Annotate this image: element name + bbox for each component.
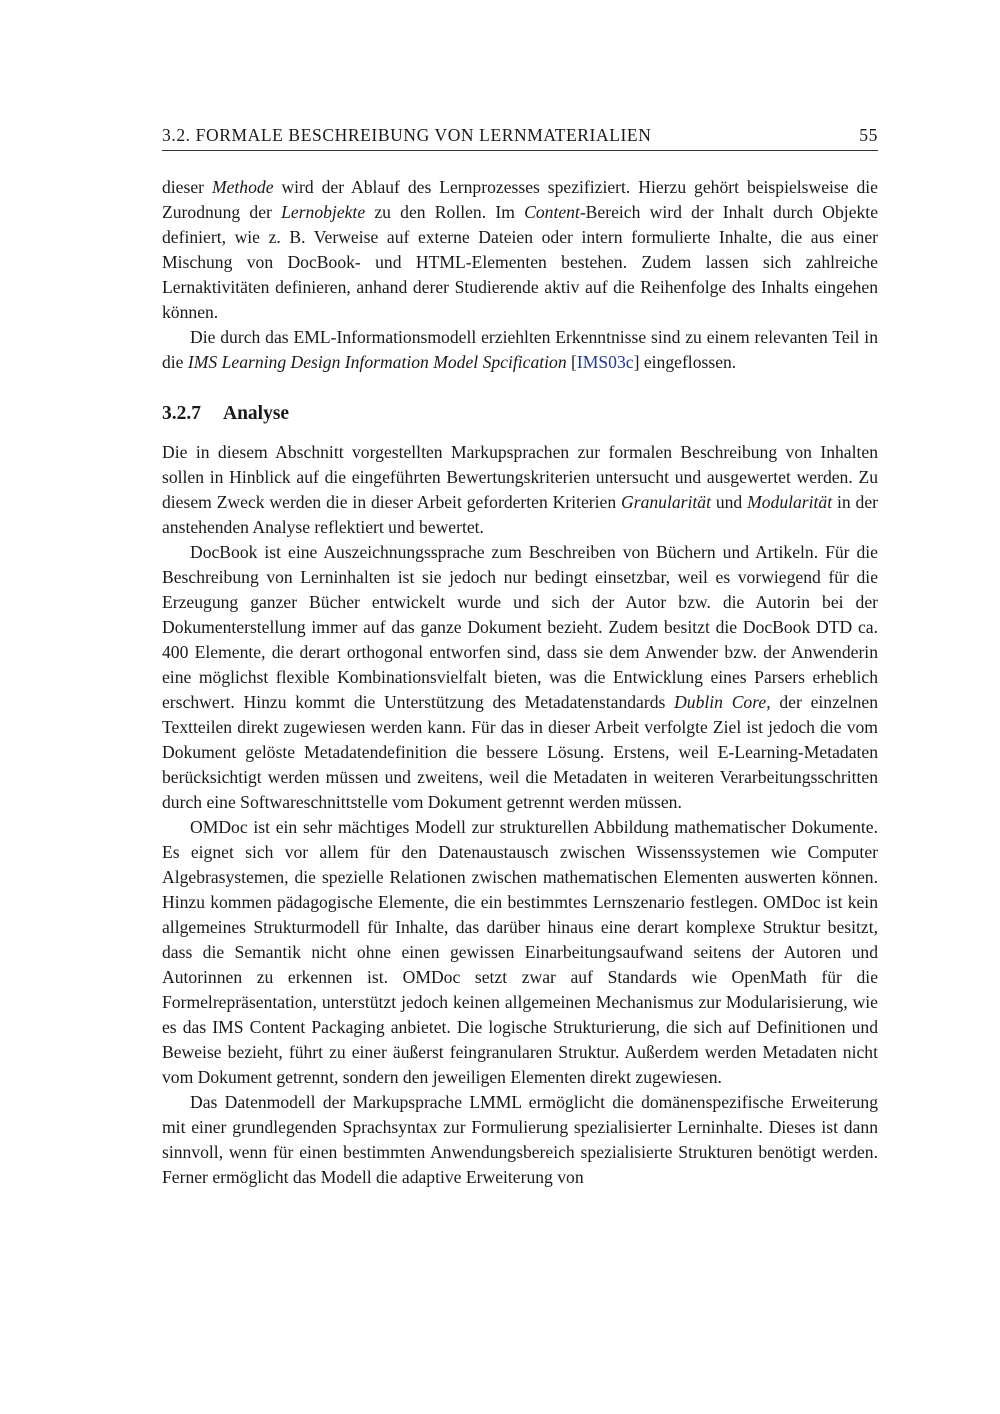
text-run: zu den Rollen. Im — [365, 202, 525, 222]
emphasis-methode: Methode — [211, 177, 274, 197]
running-header — [162, 125, 878, 151]
body-text — [162, 175, 878, 1190]
text-run: und — [710, 492, 748, 512]
text-run: dieser — [162, 177, 212, 197]
emphasis-granularitaet: Granularität — [621, 492, 711, 512]
document-page — [162, 125, 878, 1190]
text-run: ] eingeflossen. — [633, 352, 737, 372]
text-run: -Bereich wird der Inhalt durch Objekte definiert, wie z. B. Verweise auf externe Dateien oder intern formulierte Inhalte, die aus einer Mischung von DocBook- und HTML-Elementen bestehen. Zudem lassen sich zahlreiche Lernaktivitäten definieren, anhand derer Studierende aktiv auf die Reihenfolge des Inhalts eingehen können. — [162, 202, 878, 322]
emphasis-modularitaet: Modularität — [747, 492, 833, 512]
paragraph-5: OMDoc ist ein sehr mächtiges Modell zur strukturellen Abbildung mathematischer Dokumente. Es eignet sich vor allem für den Datenaustausch zwischen Wissenssystemen wie Computer Algebrasystemen, die spezielle Relationen zwischen mathematischen Elementen auswerten können. Hinzu kommen pädagogische Elemente, die ein bestimmtes Lernszenario festlegen. OMDoc ist kein allgemeines Strukturmodell für Inhalte, das darüber hinaus eine derart komplexe Struktur besitzt, dass die Semantik nicht ohne einen gewissen Einarbeitungsaufwand seitens der Autoren und Autorinnen zu erkennen ist. OMDoc setzt zwar auf Standards wie OpenMath für die Formelrepräsentation, unterstützt jedoch keinen allgemeinen Mechanismus zur Modularisierung, wie es das IMS Content Packaging anbietet. Die logische Strukturierung, die sich auf Definitionen und Beweise bezieht, führt zu einer äußerst feingranularen Struktur. Außerdem werden Metadaten nicht vom Dokument getrennt, sondern den jeweiligen Elementen direkt zugewiesen. — [162, 817, 878, 1087]
paragraph-2 — [162, 325, 878, 375]
chapter-title: 3.2. FORMALE BESCHREIBUNG VON LERNMATERIALIEN — [162, 125, 652, 145]
citation-link[interactable]: IMS03c — [576, 352, 634, 372]
text-run: Die in diesem Abschnitt vorgestellten Markupsprachen zur formalen Beschreibung von Inhalten sollen in Hinblick auf die eingeführten Bewertungskriterien untersucht und ausgewertet werden. Zu diesem Zweck werden die in dieser Arbeit geforderten Kriterien — [162, 442, 878, 512]
text-run: [ — [566, 352, 577, 372]
paragraph-1 — [162, 175, 878, 325]
section-heading — [162, 401, 878, 426]
text-run: , der einzelnen Textteilen direkt zugewiesen werden kann. Für das in dieser Arbeit verfolgte Ziel ist jedoch die vom Dokument gelöste Metadatendefinition die bessere Lösung. Erstens, weil E-Learning-Metadaten berücksichtigt werden müssen und zweitens, weil die Metadaten in weiteren Verarbeitungsschritten durch eine Softwareschnittstelle vom Dokument getrennt werden müssen. — [162, 692, 878, 812]
emphasis-dublin-core: Dublin Core — [674, 692, 767, 712]
section-number: 3.2.7 — [162, 403, 201, 424]
text-run: wird der Ablauf des Lernprozesses spezifiziert. Hierzu gehört beispielsweise die Zurodnung der — [162, 177, 878, 222]
paragraph-4 — [162, 540, 878, 815]
paragraph-6: Das Datenmodell der Markupsprache LMML ermöglicht die domänenspezifische Erweiterung mit einer grundlegenden Sprachsyntax zur Formulierung spezialisierter Lerninhalte. Dieses ist dann sinnvoll, wenn für einen bestimmten Anwendungsbereich spezialisierte Strukturen benötigt werden. Ferner ermöglicht das Modell die adaptive Erweiterung von — [162, 1092, 878, 1187]
emphasis-ims-spec: IMS Learning Design Information Model Spcification — [187, 352, 567, 372]
page-number: 55 — [859, 125, 878, 145]
emphasis-lernobjekte: Lernobjekte — [281, 202, 366, 222]
text-run: DocBook ist eine Auszeichnungssprache zum Beschreiben von Büchern und Artikeln. Für die Beschreibung von Lerninhalten ist sie jedoch nur bedingt einsetzbar, weil es vorwiegend für die Erzeugung ganzer Bücher entwickelt wurde und sich der Autor bzw. die Autorin bei der Dokumenterstellung immer auf das ganze Dokument bezieht. Zudem besitzt die DocBook DTD ca. 400 Elemente, die derart orthogonal entworfen sind, dass sie dem Anwender bzw. der Anwenderin eine möglichst flexible Kombinationsvielfalt bieten, was die Entwicklung eines Parsers erheblich erschwert. Hinzu kommt die Unterstützung des Metadatenstandards — [162, 542, 878, 712]
text-run: in der anstehenden Analyse reflektiert und bewertet. — [162, 492, 879, 537]
text-run: Die durch das EML-Informationsmodell erziehlten Erkenntnisse sind zu einem relevanten Teil in die — [162, 327, 878, 372]
paragraph-3 — [162, 440, 878, 540]
emphasis-content: Content — [524, 202, 580, 222]
section-title: Analyse — [223, 403, 290, 424]
